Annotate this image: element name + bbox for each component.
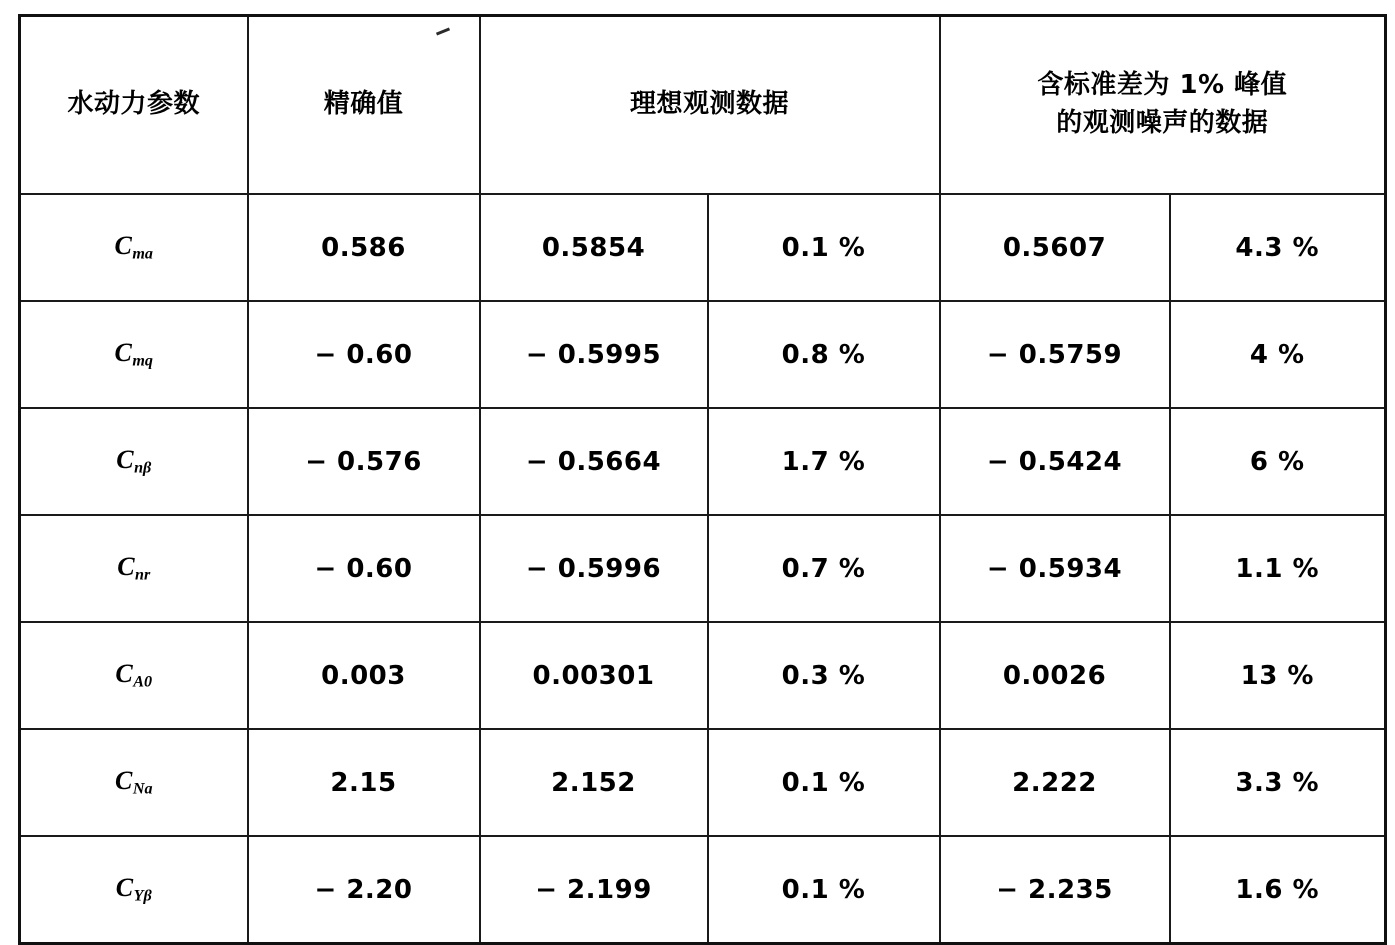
row-parameter-symbol	[20, 194, 248, 301]
row-parameter-symbol	[20, 301, 248, 408]
row-ideal-error: 0.8 %	[708, 301, 940, 408]
symbol-subscript: mq	[132, 352, 153, 370]
row-noisy-value: − 0.5759	[940, 301, 1170, 408]
header-row	[20, 16, 1386, 195]
symbol-subscript: nr	[135, 566, 151, 584]
symbol-subscript: Na	[132, 780, 153, 798]
row-parameter-symbol	[20, 515, 248, 622]
row-ideal-error: 0.3 %	[708, 622, 940, 729]
row-noisy-error: 13 %	[1170, 622, 1386, 729]
row-ideal-value: 0.5854	[480, 194, 708, 301]
table-body	[20, 194, 1386, 944]
row-ideal-value: − 2.199	[480, 836, 708, 944]
symbol-base: C	[116, 445, 135, 475]
row-parameter-symbol	[20, 622, 248, 729]
symbol-base: C	[114, 231, 133, 261]
row-ideal-error: 0.7 %	[708, 515, 940, 622]
row-noisy-value: − 0.5934	[940, 515, 1170, 622]
row-exact-value: − 0.576	[248, 408, 480, 515]
row-exact-value: 2.15	[248, 729, 480, 836]
row-noisy-error: 4 %	[1170, 301, 1386, 408]
row-exact-value: − 0.60	[248, 301, 480, 408]
header-noisy-observation-line1: 含标准差为 1% 峰值	[1037, 70, 1288, 101]
row-ideal-value: 0.00301	[480, 622, 708, 729]
table-row	[20, 408, 1386, 515]
table-header	[20, 16, 1386, 195]
symbol-subscript: A0	[133, 673, 153, 691]
symbol-subscript: ma	[132, 245, 153, 263]
row-noisy-error: 3.3 %	[1170, 729, 1386, 836]
row-noisy-value: 0.0026	[940, 622, 1170, 729]
row-exact-value: − 0.60	[248, 515, 480, 622]
table-row	[20, 515, 1386, 622]
table-row	[20, 194, 1386, 301]
row-parameter-symbol	[20, 408, 248, 515]
row-ideal-value: 2.152	[480, 729, 708, 836]
row-ideal-error: 0.1 %	[708, 729, 940, 836]
table-row	[20, 836, 1386, 944]
symbol-subscript: Yβ	[133, 887, 152, 905]
row-ideal-value: − 0.5995	[480, 301, 708, 408]
row-noisy-value: 0.5607	[940, 194, 1170, 301]
symbol-base: C	[114, 766, 133, 796]
hydrodynamic-parameter-table	[18, 14, 1387, 945]
row-ideal-value: − 0.5996	[480, 515, 708, 622]
symbol-base: C	[117, 552, 136, 582]
row-noisy-value: 2.222	[940, 729, 1170, 836]
symbol-base: C	[115, 873, 134, 903]
header-ideal-observation: 理想观测数据	[480, 16, 940, 195]
table-row	[20, 729, 1386, 836]
row-ideal-error: 1.7 %	[708, 408, 940, 515]
symbol-base: C	[115, 659, 134, 689]
header-parameter: 水动力参数	[20, 16, 248, 195]
row-exact-value: 0.003	[248, 622, 480, 729]
row-noisy-error: 1.6 %	[1170, 836, 1386, 944]
row-exact-value: − 2.20	[248, 836, 480, 944]
row-noisy-error: 1.1 %	[1170, 515, 1386, 622]
header-exact-value: 精确值	[248, 16, 480, 195]
header-noisy-observation-line2: 的观测噪声的数据	[1056, 108, 1269, 138]
row-noisy-error: 6 %	[1170, 408, 1386, 515]
symbol-subscript: nβ	[134, 459, 152, 477]
row-noisy-error: 4.3 %	[1170, 194, 1386, 301]
row-parameter-symbol	[20, 836, 248, 944]
row-exact-value: 0.586	[248, 194, 480, 301]
row-noisy-value: − 2.235	[940, 836, 1170, 944]
symbol-base: C	[114, 338, 133, 368]
row-ideal-value: − 0.5664	[480, 408, 708, 515]
row-parameter-symbol	[20, 729, 248, 836]
row-ideal-error: 0.1 %	[708, 836, 940, 944]
header-noisy-observation	[940, 16, 1386, 195]
row-ideal-error: 0.1 %	[708, 194, 940, 301]
table-row	[20, 622, 1386, 729]
table-row	[20, 301, 1386, 408]
row-noisy-value: − 0.5424	[940, 408, 1170, 515]
